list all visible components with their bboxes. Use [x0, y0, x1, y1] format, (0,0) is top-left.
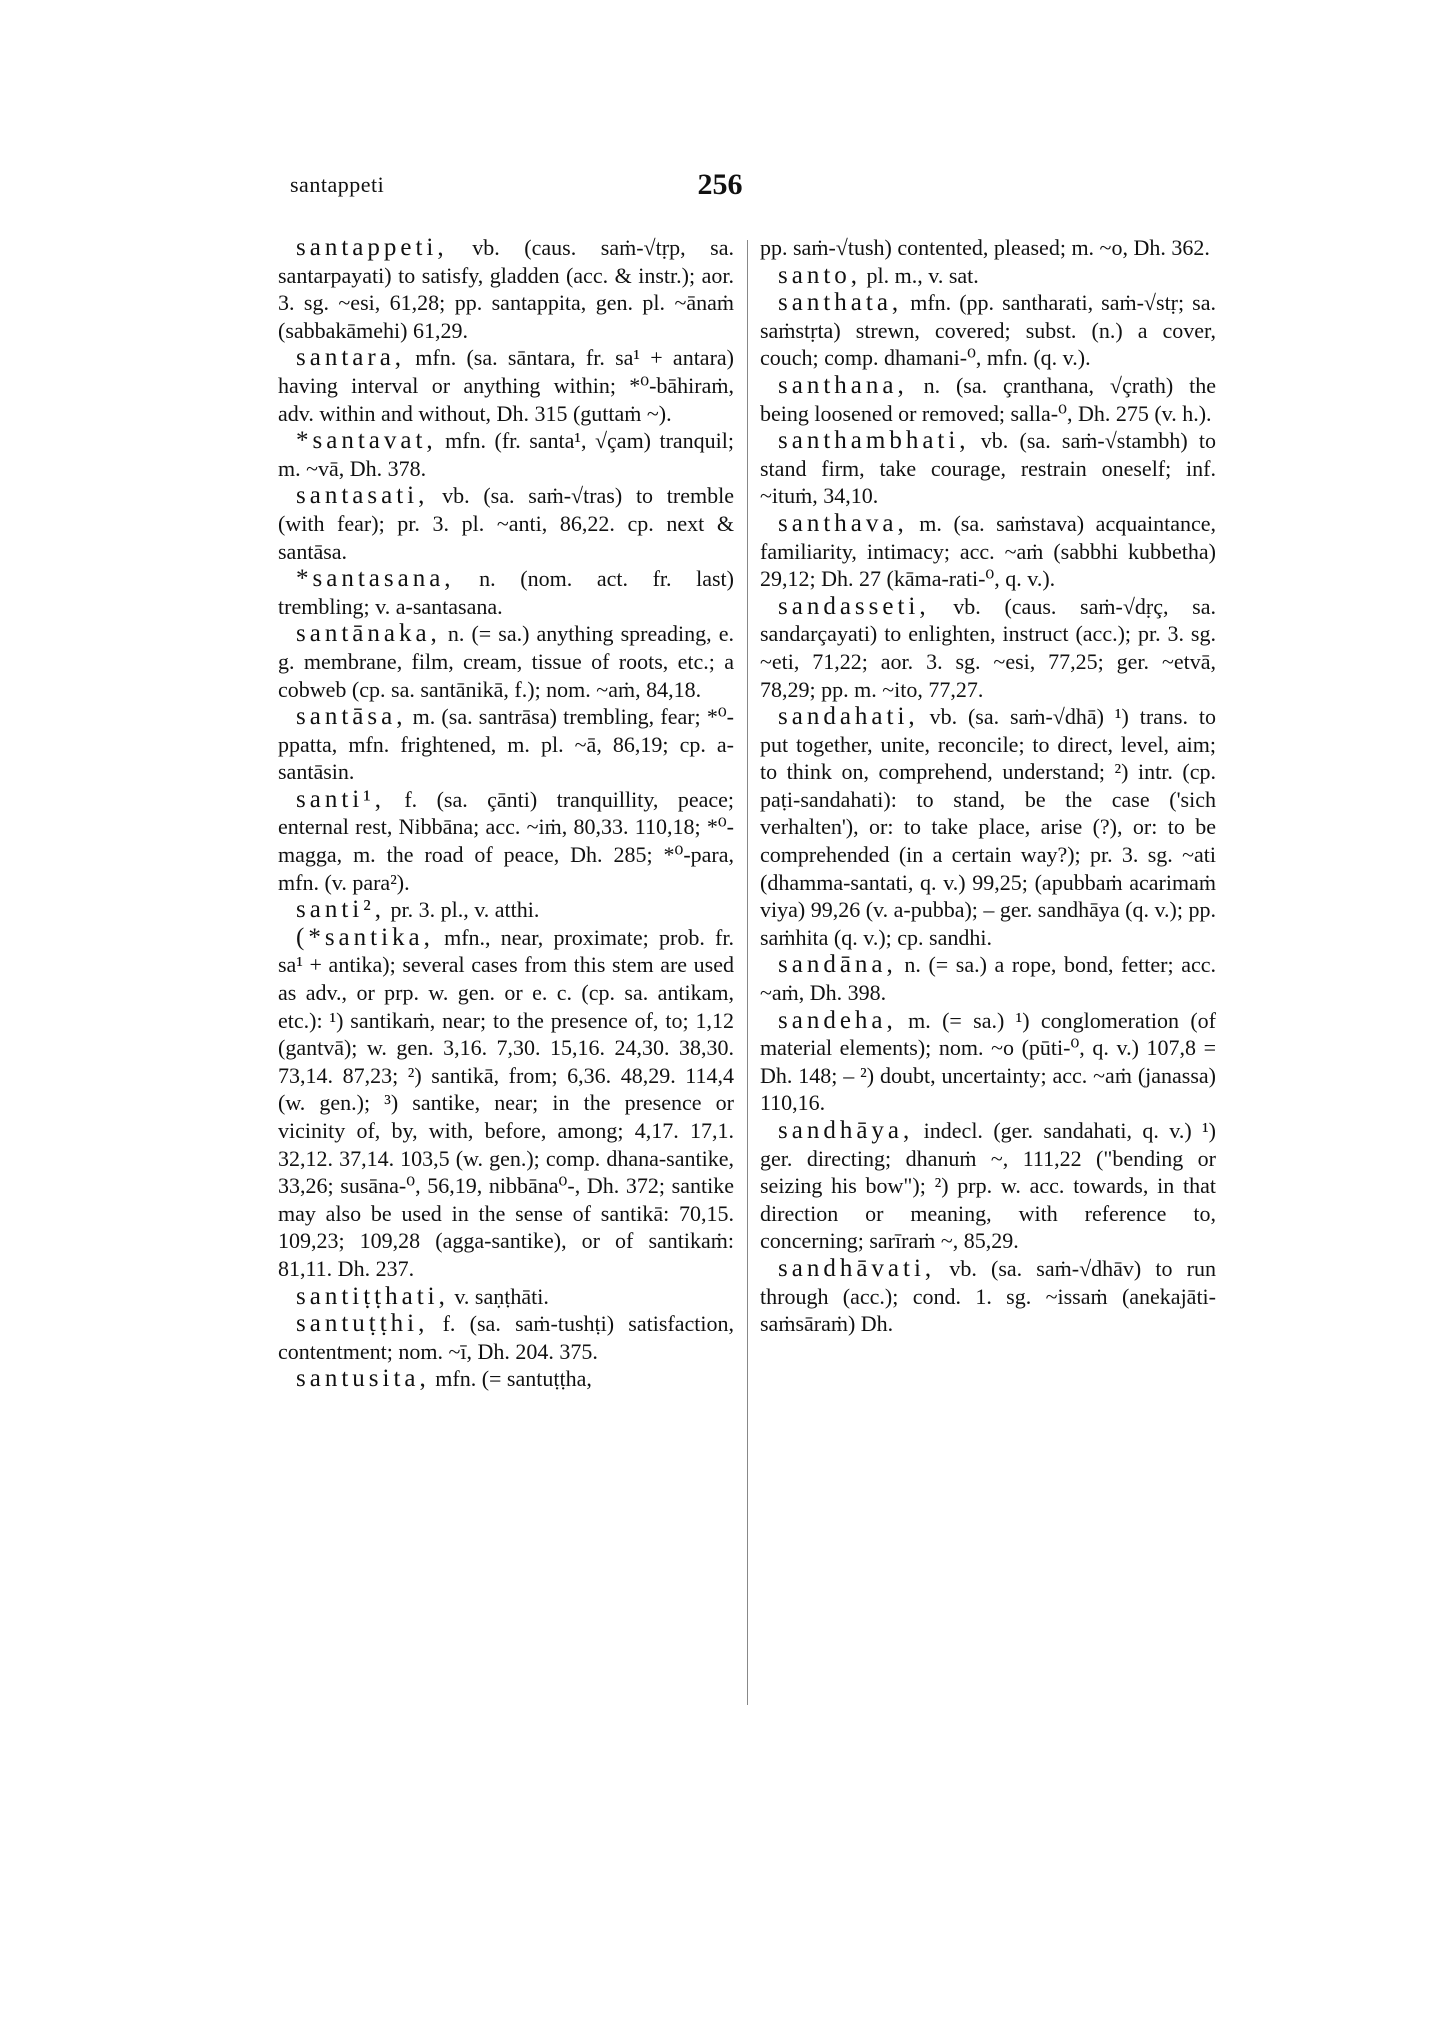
headword: (*santika, — [296, 923, 434, 951]
left-column — [278, 234, 734, 1393]
headword: santāsa, — [296, 703, 407, 731]
headword: sandahati, — [778, 703, 919, 731]
headword: sandeha, — [778, 1006, 897, 1034]
dictionary-entry — [760, 262, 1216, 290]
entry-text: vb. (sa. saṁ-√dhā) ¹) trans. to put together, unite, reconcile; to direct, level, aim; to think on, comprehend, understand; ²) intr. (cp. paṭi-sandahati): to stand, be the case ('sich verhalten'), or: to take place, arise (?), or: to be comprehended (in a certain way?); pr. 3. sg. ~ati (dhamma-santati, q. v.) 99,25; (apubbaṁ acarimaṁ viya) 99,26 (v. a-pubba); – ger. sandhāya (q. v.); pp. saṁhita (q. v.); cp. sandhi. — [760, 704, 1216, 950]
dictionary-entry — [760, 951, 1216, 1006]
dictionary-entry — [760, 234, 1216, 262]
column-divider — [747, 240, 748, 1705]
headword: santuṭṭhi, — [296, 1310, 429, 1338]
headword: santhata, — [778, 289, 903, 317]
entry-text: v. saṇṭhāti. — [448, 1283, 549, 1309]
entry-text: vb. (sa. saṁ-√stambh) to stand firm, take courage, restrain oneself; inf. ~ituṁ, 34,10. — [760, 428, 1216, 509]
headword: santi², — [296, 896, 385, 924]
entry-text: f. (sa. çānti) tranquillity, peace; enternal rest, Nibbāna; acc. ~iṁ, 80,33. 110,18; *⁰-magga, m. the road of peace, Dh. 285; *⁰-para, mfn. (v. para²). — [278, 786, 734, 895]
dictionary-entry — [278, 427, 734, 482]
dictionary-entry — [278, 565, 734, 620]
dictionary-entry — [278, 703, 734, 786]
entry-text: vb. (sa. saṁ-√dhāv) to run through (acc.); cond. 1. sg. ~issaṁ (anekajāti-saṁsāraṁ) Dh. — [760, 1255, 1216, 1337]
dictionary-entry — [760, 1007, 1216, 1117]
dictionary-entry — [278, 1365, 734, 1393]
headword: santhana, — [778, 371, 908, 399]
entry-text: mfn. (pp. santharati, saṁ-√stṛ; sa. saṁstṛta) strewn, covered; subst. (n.) a cover, couch; comp. dhamani-⁰, mfn. (q. v.). — [760, 290, 1216, 371]
headword: sandāna, — [778, 951, 897, 979]
headword: santhambhati, — [778, 427, 970, 455]
headword: santappeti, — [296, 234, 448, 261]
dictionary-entry — [760, 593, 1216, 703]
dictionary-entry — [760, 289, 1216, 372]
headword: santi¹, — [296, 785, 385, 813]
dictionary-entry — [278, 1283, 734, 1311]
dictionary-entry — [278, 344, 734, 427]
headword: santasati, — [296, 482, 429, 510]
headword: sandhāya, — [778, 1117, 914, 1144]
dictionary-entry — [760, 703, 1216, 951]
dictionary-entry — [760, 427, 1216, 510]
dictionary-entry — [278, 482, 734, 565]
entry-text: indecl. (ger. sandahati, q. v.) ¹) ger. directing; dhanuṁ ~, 111,22 ("bending or seizing his bow"); ²) prp. w. acc. towards, in that direction or meaning, with reference to, concerning; sarīraṁ ~, 85,29. — [760, 1118, 1216, 1254]
entry-text: mfn. (= santuṭṭha, — [429, 1366, 592, 1392]
headword: *santasana, — [296, 565, 455, 593]
dictionary-entry — [760, 510, 1216, 593]
entry-text: mfn. (sa. sāntara, fr. sa¹ + antara) having interval or anything within; *⁰-bāhiraṁ, adv. within and without, Dh. 315 (guttaṁ ~). — [278, 345, 734, 426]
headword: sandasseti, — [778, 592, 930, 620]
headword: santiṭṭhati, — [296, 1282, 449, 1310]
headword: *santavat, — [296, 427, 437, 455]
running-head: santappeti — [290, 172, 385, 197]
dictionary-entry — [760, 372, 1216, 427]
headword: santānaka, — [296, 620, 441, 648]
dictionary-entry — [278, 896, 734, 924]
entry-text: pr. 3. pl., v. atthi. — [384, 897, 540, 923]
headword: santara, — [296, 344, 406, 372]
entry-text: vb. (caus. saṁ-√tṛp, sa. santarpayati) to satisfy, gladden (acc. & instr.); aor. 3. sg. ~esi, 61,28; pp. santappita, gen. pl. ~ānaṁ (sabbakāmehi) 61,29. — [278, 235, 734, 343]
entry-text: mfn., near, proximate; prob. fr. sa¹ + antika); several cases from this stem are used as adv., or prp. w. gen. or e. c. (cp. sa. antikam, etc.): ¹) santikaṁ, near; to the presence of, to; 1,12 (gantvā); w. gen. 3,16. 7,30. 15,16. 24,30. 38,30. 73,14. 87,23; ²) santikā, from; 6,36. 48,29. 114,4 (w. gen.); ³) santike, near; in the presence or vicinity of, by, with, before, among; 4,17. 17,1. 32,12. 37,14. 103,5 (w. gen.); comp. dhana-santike, 33,26; susāna-⁰, 56,19, nibbāna⁰-, Dh. 372; santike may also be used in the sense of santikā: 70,15. 109,23; 109,28 (agga-santike), or of santikaṁ: 81,11. Dh. 237. — [278, 924, 734, 1281]
page-number: 256 — [697, 168, 743, 201]
headword: santhava, — [778, 509, 908, 537]
headword: santo, — [778, 261, 862, 289]
right-column — [760, 234, 1216, 1338]
entry-text: f. (sa. saṁ-tushṭi) satisfaction, contentment; nom. ~ī, Dh. 204. 375. — [278, 1311, 734, 1364]
dictionary-entry — [278, 234, 734, 344]
entry-text: vb. (sa. saṁ-√tras) to tremble (with fear); pr. 3. pl. ~anti, 86,22. cp. next & santāsa. — [278, 483, 734, 564]
entry-text: n. (= sa.) anything spreading, e. g. membrane, film, cream, tissue of roots, etc.; a cobweb (cp. sa. santānikā, f.); nom. ~aṁ, 84,18. — [278, 621, 734, 702]
entry-text: n. (sa. çranthana, √çrath) the being loosened or removed; salla-⁰, Dh. 275 (v. h.). — [760, 372, 1216, 426]
entry-text: mfn. (fr. santa¹, √çam) tranquil; m. ~vā, Dh. 378. — [278, 428, 734, 481]
dictionary-entry — [278, 924, 734, 1283]
entry-text: m. (sa. santrāsa) trembling, fear; *⁰-ppatta, mfn. frightened, m. pl. ~ā, 86,19; cp. a-santāsin. — [278, 704, 734, 785]
entry-text: pp. saṁ-√tush) contented, pleased; m. ~o, Dh. 362. — [760, 235, 1210, 260]
entry-text: m. (sa. saṁstava) acquaintance, familiarity, intimacy; acc. ~aṁ (sabbhi kubbetha) 29,12; Dh. 27 (kāma-rati-⁰, q. v.). — [760, 510, 1216, 592]
dictionary-entry — [278, 786, 734, 896]
dictionary-entry — [760, 1117, 1216, 1255]
dictionary-entry — [278, 1310, 734, 1365]
entry-text: pl. m., v. sat. — [861, 262, 979, 288]
dictionary-entry — [278, 620, 734, 703]
dictionary-entry — [760, 1255, 1216, 1338]
entry-text: n. (= sa.) a rope, bond, fetter; acc. ~aṁ, Dh. 398. — [760, 952, 1216, 1006]
entry-text: m. (= sa.) ¹) conglomeration (of material elements); nom. ~o (pūti-⁰, q. v.) 107,8 = Dh. 148; – ²) doubt, uncertainty; acc. ~aṁ (janassa) 110,16. — [760, 1007, 1216, 1116]
entry-text: vb. (caus. saṁ-√dṛç, sa. sandarçayati) to enlighten, instruct (acc.); pr. 3. sg. ~eti, 71,22; aor. 3. sg. ~esi, 77,25; ger. ~etvā, 78,29; pp. m. ~ito, 77,27. — [760, 593, 1216, 702]
entry-text: n. (nom. act. fr. last) trembling; v. a-santasana. — [278, 566, 734, 619]
headword: santusita, — [296, 1365, 430, 1393]
headword: sandhāvati, — [778, 1254, 936, 1282]
